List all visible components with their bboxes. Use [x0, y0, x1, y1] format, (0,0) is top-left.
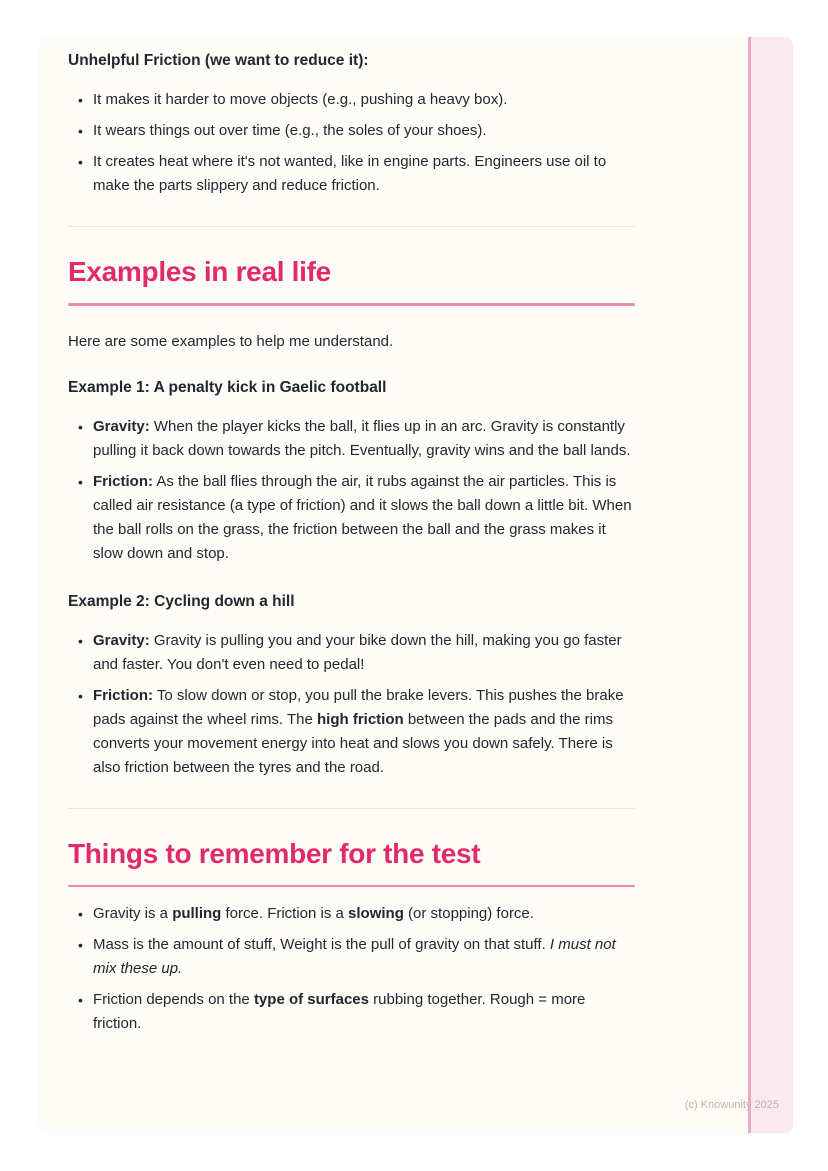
list-item-text: Friction: To slow down or stop, you pull the brake levers. This pushes the brake pads against the wheel rims. The high friction between the pads and the rims converts your movement energy into heat and slows you down safely. There is also friction between the tyres and the road. [93, 686, 624, 776]
bullet-list [68, 415, 635, 566]
bold-text: Example 2: Cycling down a hill [68, 592, 295, 610]
paragraph: Here are some examples to help me understand. [68, 332, 394, 350]
list-item-text: Friction: As the ball flies through the air, it rubs against the air particles. This is called air resistance (a type of friction) and it slows the ball down a little bit. When the ball rolls on the grass, the friction between the ball and the grass makes it slow down and stop. [93, 472, 632, 562]
list-item [68, 415, 635, 463]
list-item [68, 150, 635, 198]
bold-text: Gravity: [93, 631, 150, 649]
bullet-marker: • [78, 937, 83, 953]
bold-text: pulling [172, 905, 222, 922]
bullet-marker: • [78, 154, 83, 170]
bullet-marker: • [78, 906, 83, 922]
bold-text: Example 1: A penalty kick in Gaelic football [68, 378, 387, 396]
bold-text: Unhelpful Friction (we want to reduce it): [68, 52, 369, 69]
list-item [68, 119, 635, 143]
list-item [68, 933, 635, 981]
italic-text: I must not mix these up. [93, 936, 616, 977]
bullet-marker: • [78, 123, 83, 139]
section-divider [68, 808, 635, 809]
bold-text: high friction [317, 710, 404, 728]
list-item-text: Friction depends on the type of surfaces rubbing together. Rough = more friction. [93, 991, 586, 1032]
bullet-marker: • [78, 473, 83, 490]
copyright-footer: (c) Knowunity 2025 [684, 1099, 779, 1111]
bullet-list [68, 88, 635, 198]
list-item-text: Gravity is a pulling force. Friction is a slowing (or stopping) force. [93, 905, 534, 922]
bullet-list [68, 629, 635, 780]
sub-heading [68, 590, 635, 614]
document-page [40, 37, 793, 1133]
section-heading: Examples in real life [68, 256, 331, 287]
list-item [68, 684, 635, 780]
list-item [68, 629, 635, 677]
bold-text: Friction: [93, 472, 153, 490]
bold-text: Gravity: [93, 417, 150, 435]
list-item-text: Gravity: Gravity is pulling you and your bike down the hill, making you go faster and faster. You don't even need to pedal! [93, 631, 622, 673]
bold-text: type of surfaces [253, 991, 369, 1008]
document-content [40, 37, 793, 1060]
sub-heading [68, 376, 635, 400]
list-item [68, 988, 635, 1036]
list-item [68, 902, 635, 926]
section-heading: Things to remember for the test [68, 837, 481, 869]
bullet-list [68, 902, 635, 1036]
section-divider [68, 226, 635, 227]
list-item-text: Mass is the amount of stuff, Weight is the pull of gravity on that stuff. I must not mix these up. [93, 936, 616, 977]
list-item-text: Gravity: When the player kicks the ball, it flies up in an arc. Gravity is constantly pulling it back down towards the pitch. Eventually, gravity wins and the ball lands. [93, 417, 631, 459]
bullet-marker: • [78, 92, 83, 108]
bullet-marker: • [78, 992, 83, 1008]
list-item-text: It makes it harder to move objects (e.g., pushing a heavy box). [93, 91, 508, 108]
list-item [68, 470, 635, 566]
bullet-marker: • [78, 632, 83, 649]
heading-underline [68, 303, 635, 306]
list-item-text: It wears things out over time (e.g., the soles of your shoes). [93, 122, 487, 139]
bold-text: Friction: [93, 686, 153, 704]
heading-underline [68, 885, 635, 888]
bold-text: slowing [348, 905, 404, 922]
list-item [68, 88, 635, 112]
sub-heading [68, 49, 635, 73]
bullet-marker: • [78, 418, 83, 435]
list-item-text: It creates heat where it's not wanted, like in engine parts. Engineers use oil to make the parts slippery and reduce friction. [93, 153, 607, 194]
bullet-marker: • [78, 687, 83, 704]
